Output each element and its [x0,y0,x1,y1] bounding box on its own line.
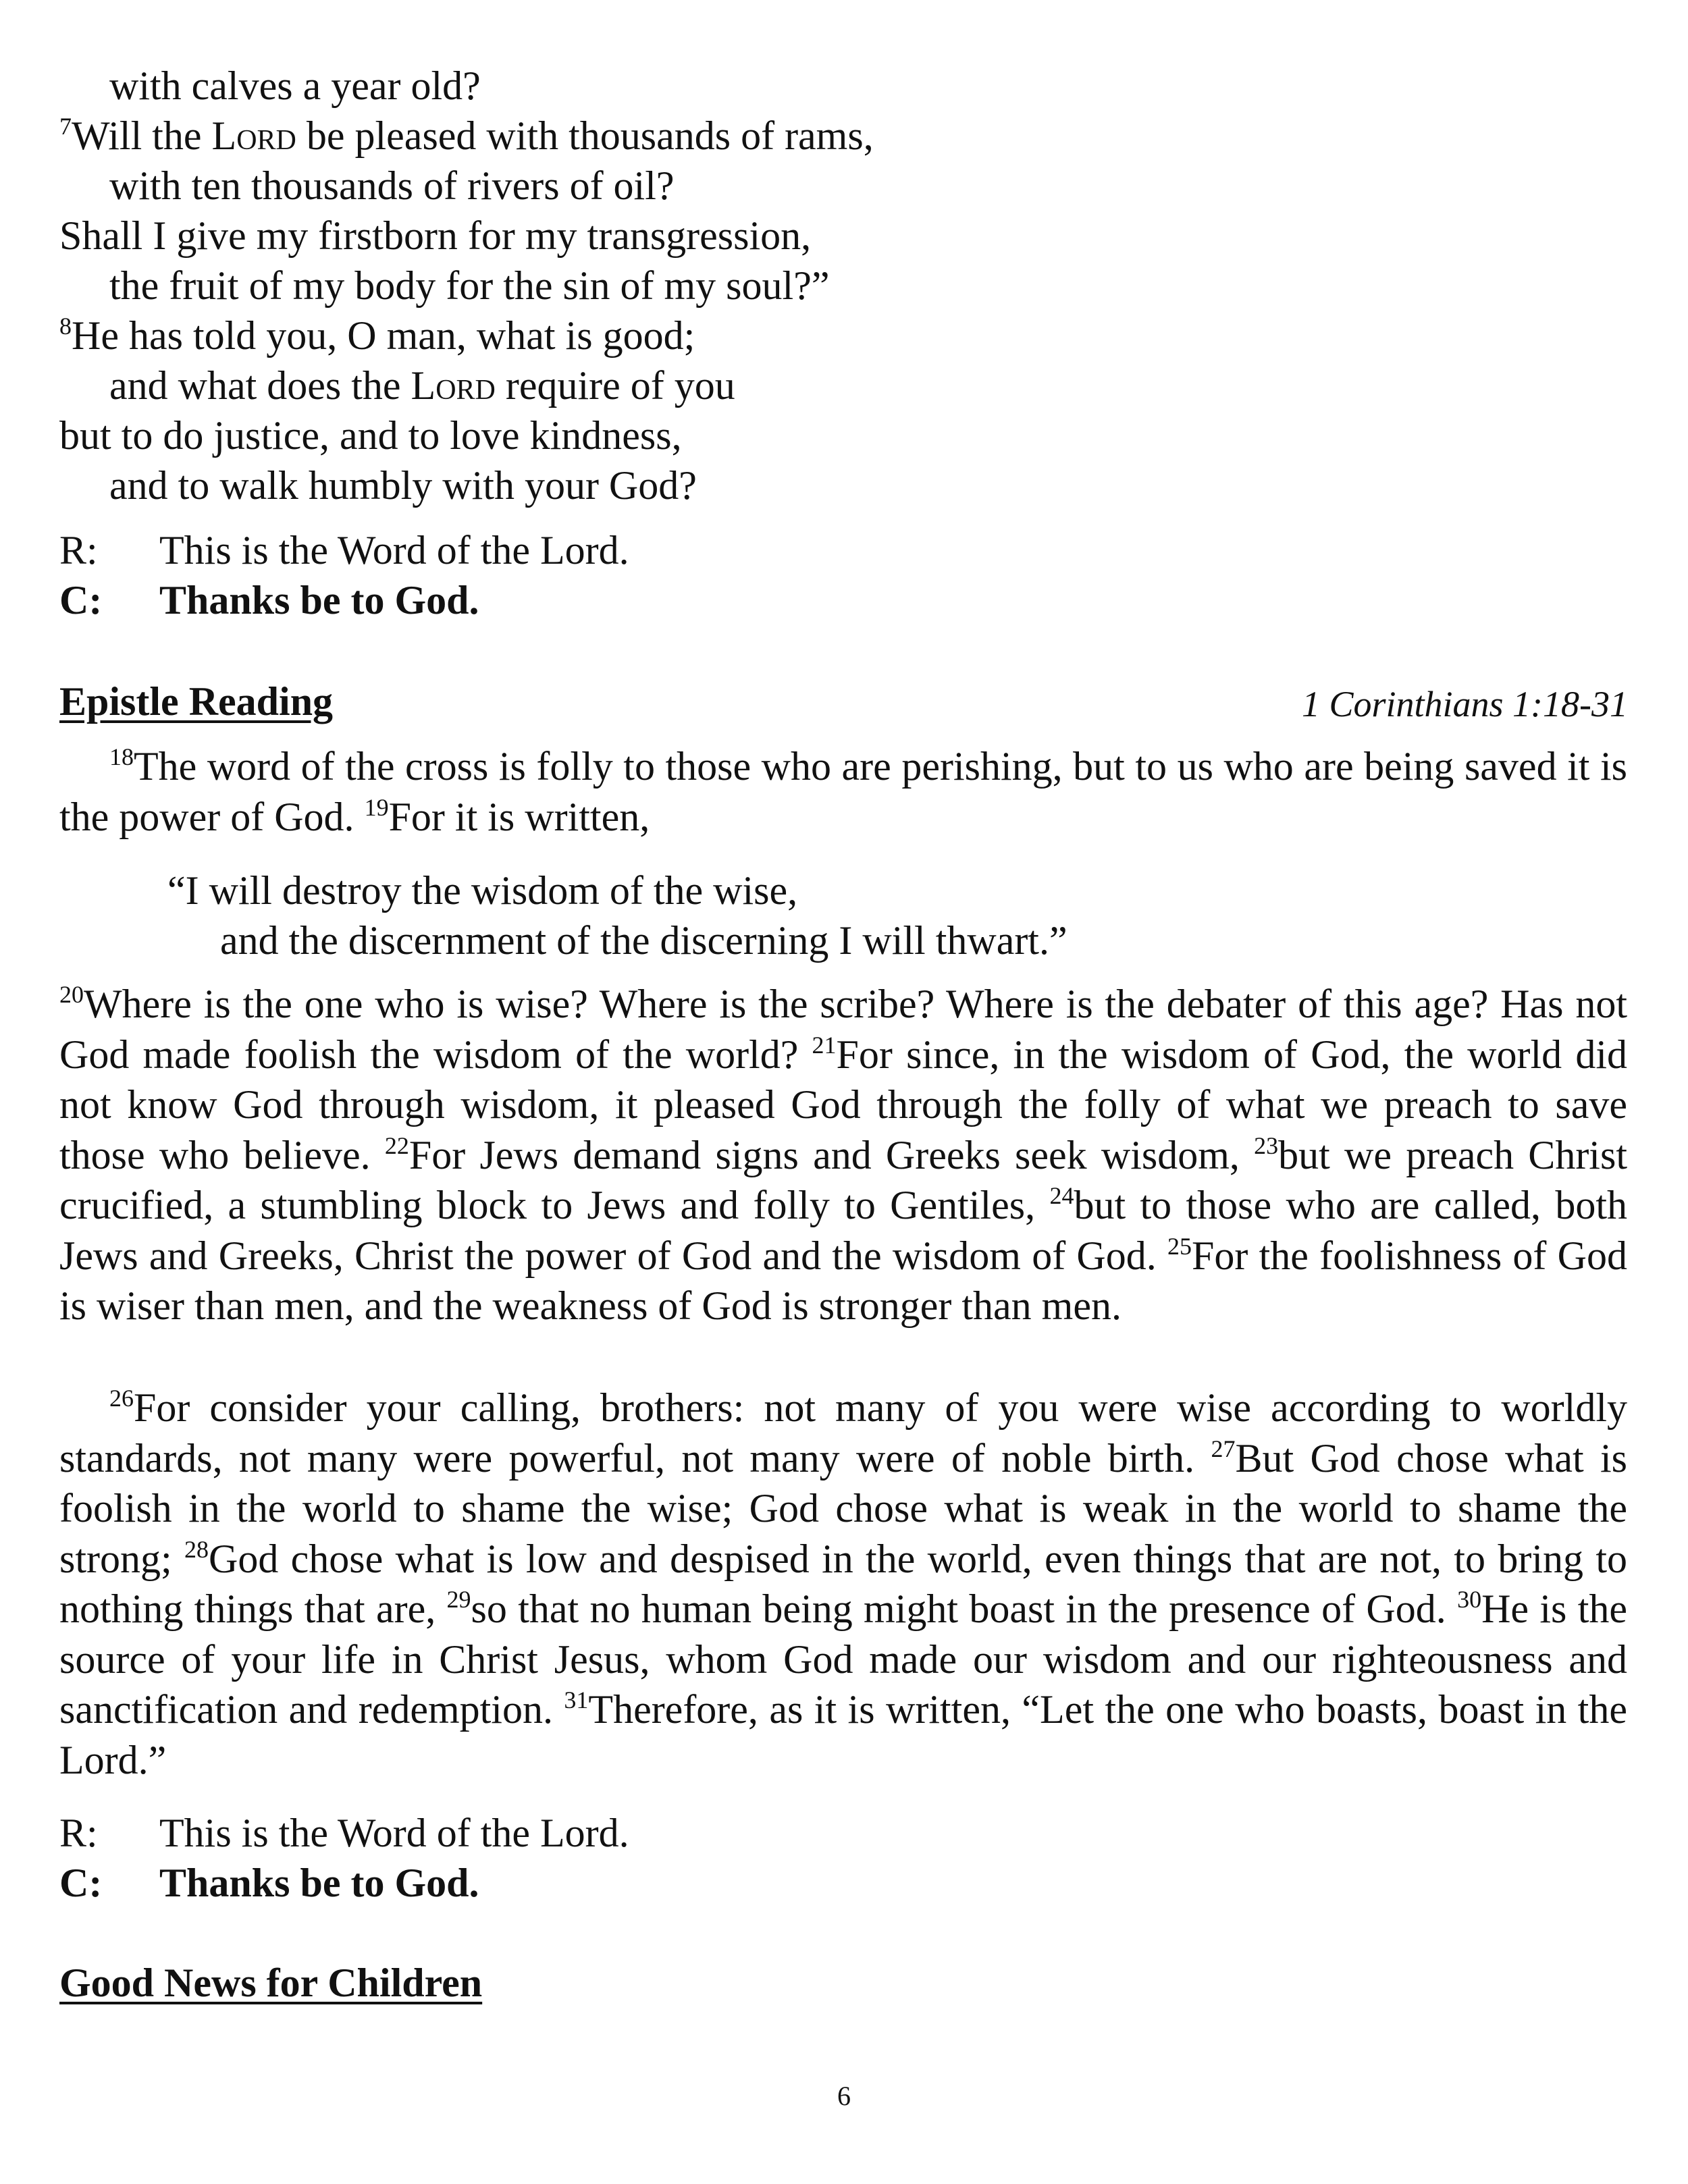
reading-line: $^7$Will the Lord be pleased with thousands of rams, [59,113,874,158]
congregation-response: C: Thanks be to God. [59,578,479,622]
verse-number: 22 [384,1131,409,1159]
verse-number: 30 [1457,1586,1482,1613]
lord-small-caps: Lord [411,363,496,408]
verse-number: 25 [1167,1232,1192,1260]
epistle-paragraph-2: $^{20}$Where is the one who is wise? Where is the scribe? Where is the debater of this age? Has not God made foolish the wisdom of the world? $^{21}$For since, in the wisdom of God, the world did not know God through wisdom, it pleased God through the folly of what we preach to save those who believe. $^{22}$For Jews demand signs and Greeks seek wisdom, $^{23}$but we preach Christ crucified, a stumbling block to Jews and folly to Gentiles, $^{24}$but to those who are called, both Jews and Greeks, Christ the power of God and the wisdom of God. $^{25}$For the foolishness of God is wiser than men, and the weakness of God is stronger than men. [59,981,1627,1328]
lord-small-caps: Lord [211,113,296,158]
page-number: 6 [837,2081,851,2111]
verse-number: 23 [1254,1131,1279,1159]
epistle-heading: Epistle Reading [59,679,334,724]
verse-number: 20 [59,981,84,1008]
verse-number: 7 [59,113,72,140]
verse-number: 24 [1049,1182,1074,1209]
epistle-paragraph-1: $^{18}$The word of the cross is folly to those who are perishing, but to us who are being saved it is the power of God. $^{19}$For it is written, [59,743,1627,839]
verse-number: 29 [446,1586,471,1613]
verse-number: 18 [109,743,134,770]
reading-line: the fruit of my body for the sin of my soul?” [109,263,830,308]
leader-response: R: This is the Word of the Lord. [59,528,629,572]
verse-number: 27 [1211,1435,1236,1462]
children-heading: Good News for Children [59,1961,483,2005]
reading-line: with ten thousands of rivers of oil? [109,163,675,208]
epistle-paragraph-3: $^{26}$For consider your calling, brothers: not many of you were wise according to worldly standards, not many were powerful, not many were of noble birth. $^{27}$But God chose what is foolish in the world to shame the wise; God chose what is weak in the world to shame the strong; $^{28}$God chose what is low and despised in the world, even things that are not, to bring to nothing things that are, $^{29}$so that no human being might boast in the presence of God. $^{30}$He is the source of your life in Christ Jesus, whom God made our wisdom and our righteousness and sanctification and redemption. $^{31}$Therefore, as it is written, “Let the one who boasts, boast in the Lord.” [59,1385,1628,1782]
verse-number: 26 [109,1385,134,1412]
quotation-line: “I will destroy the wisdom of the wise, [167,868,798,913]
verse-number: 31 [564,1686,589,1713]
verse-number: 19 [364,793,389,821]
leader-response: R: This is the Word of the Lord. [59,1811,629,1855]
reading-line: and what does the Lord require of you [109,363,735,408]
epistle-citation: 1 Corinthians 1:18-31 [1301,684,1628,724]
reading-line: $^8$He has told you, O man, what is good; [59,313,695,358]
verse-number: 8 [59,313,72,340]
quotation-line: and the discernment of the discerning I will thwart.” [220,918,1067,963]
verse-number: 21 [812,1031,837,1059]
reading-line: Shall I give my firstborn for my transgression, [59,213,812,258]
verse-number: 28 [184,1535,209,1563]
reading-line: but to do justice, and to love kindness, [59,413,682,458]
reading-line: with calves a year old? [109,63,481,108]
congregation-response: C: Thanks be to God. [59,1861,479,1905]
reading-line: and to walk humbly with your God? [109,463,697,508]
